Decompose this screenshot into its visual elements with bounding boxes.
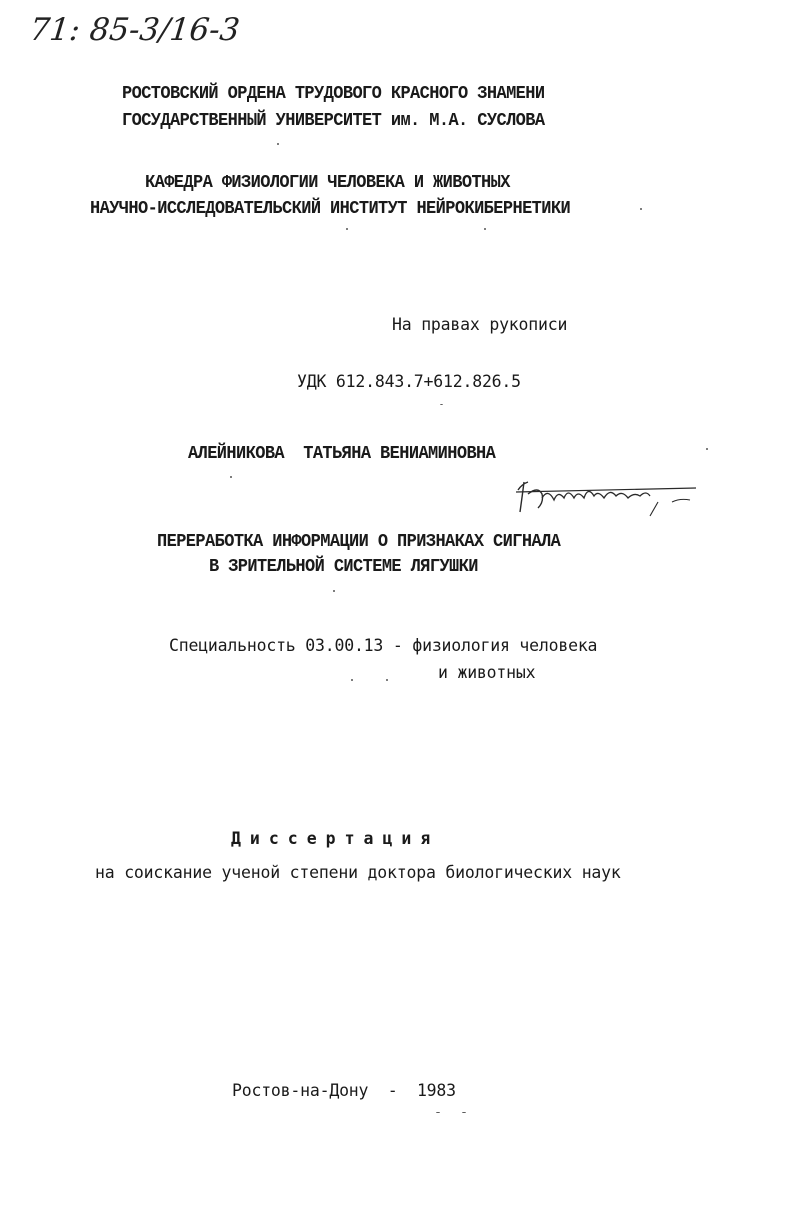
institution-line-1: РОСТОВСКИЙ ОРДЕНА ТРУДОВОГО КРАСНОГО ЗНАМЕНИ — [122, 84, 545, 105]
author-name: АЛЕЙНИКОВА ТАТЬЯНА ВЕНИАМИНОВНА — [188, 444, 496, 465]
specialty-line-1: Специальность 03.00.13 - физиология человека — [169, 636, 598, 655]
document-type: Диссертация — [231, 829, 440, 848]
udk-code: УДК 612.843.7+612.826.5 — [297, 372, 521, 391]
scan-speck — [706, 448, 708, 450]
rights-notice: На правах рукописи — [392, 315, 568, 334]
scan-speck — [440, 404, 443, 405]
handwritten-reference: 71: 85-3/16-3 — [28, 12, 242, 48]
scan-speck — [484, 228, 486, 230]
place-and-year: Ростов-на-Дону - 1983 — [232, 1081, 456, 1100]
scan-speck — [277, 143, 279, 145]
scan-speck — [436, 1112, 440, 1113]
scan-speck — [351, 679, 353, 681]
institution-line-2: ГОСУДАРСТВЕННЫЙ УНИВЕРСИТЕТ им. М.А. СУСЛОВА — [122, 111, 545, 132]
author-signature — [508, 472, 698, 522]
scan-speck — [386, 679, 388, 681]
scan-speck — [346, 228, 348, 230]
scan-speck — [333, 590, 335, 592]
scan-speck — [462, 1112, 466, 1113]
scan-speck — [640, 208, 642, 210]
scan-speck — [230, 476, 232, 478]
thesis-title-line-2: В ЗРИТЕЛЬНОЙ СИСТЕМЕ ЛЯГУШКИ — [209, 557, 478, 578]
specialty-line-2: и животных — [438, 663, 536, 682]
department-line-2: НАУЧНО-ИССЛЕДОВАТЕЛЬСКИЙ ИНСТИТУТ НЕЙРОКИБЕРНЕТИКИ — [90, 199, 571, 220]
thesis-title-line-1: ПЕРЕРАБОТКА ИНФОРМАЦИИ О ПРИЗНАКАХ СИГНАЛА — [157, 532, 561, 553]
degree-statement: на соискание ученой степени доктора биологических наук — [95, 863, 621, 882]
department-line-1: КАФЕДРА ФИЗИОЛОГИИ ЧЕЛОВЕКА И ЖИВОТНЫХ — [145, 173, 510, 194]
